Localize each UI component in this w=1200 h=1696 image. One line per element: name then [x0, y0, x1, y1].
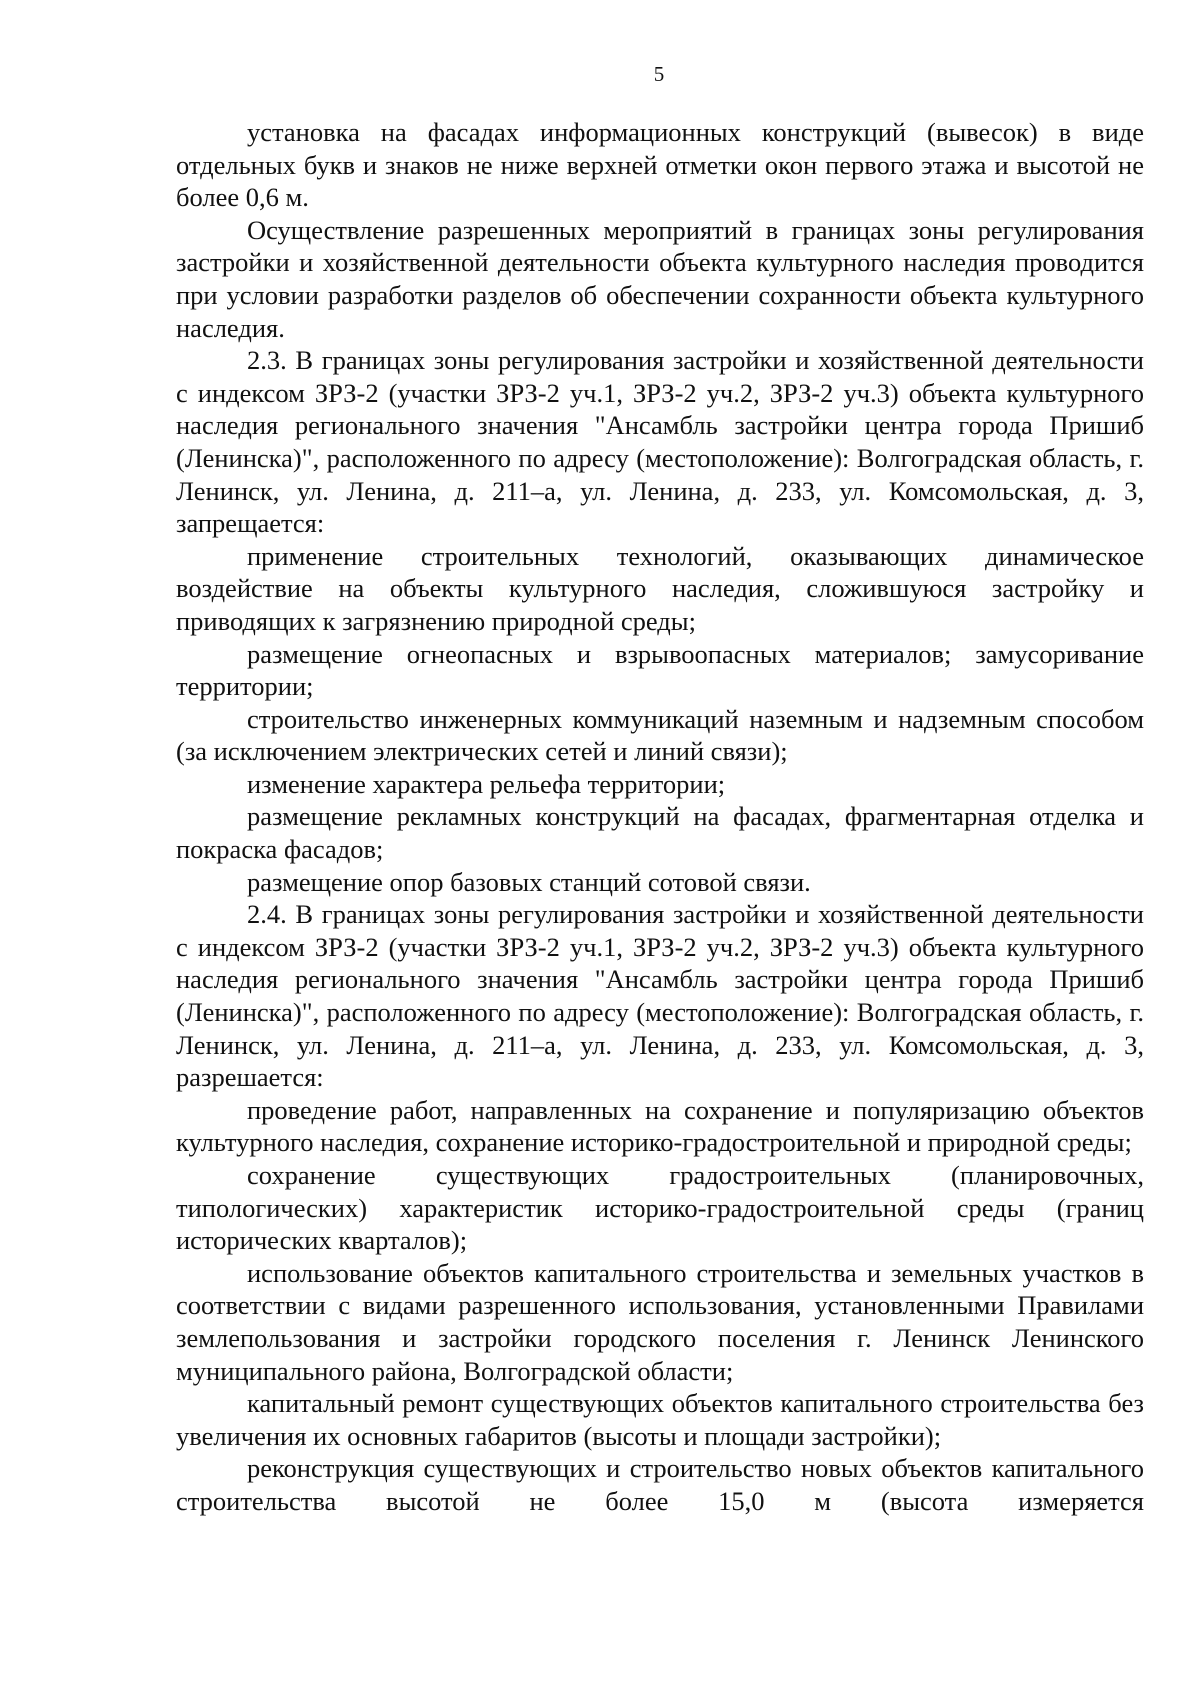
paragraph-permitted-characteristics: сохранение существующих градостроительных (планировочных, типологических) характеристик историко-градостроительной среды (границ исторических кварталов);: [176, 1160, 1144, 1256]
paragraph-prohibited-materials: размещение огнеопасных и взрывоопасных материалов; замусоривание территории;: [176, 638, 1144, 702]
paragraph-prohibited-relief: изменение характера рельефа территории;: [247, 768, 726, 799]
paragraph-permitted-land-use: использование объектов капитального строительства и земельных участков в соответствии с видами разрешенного использования, установленными Правилами землепользования и застройки городского поселения г. Ленинск Ленинского муниципального района, Волгоградской области;: [176, 1257, 1144, 1386]
paragraph-heritage-preservation: Осуществление разрешенных мероприятий в границах зоны регулирования застройки и хозяйственной деятельности объекта культурного наследия проводится при условии разработки разделов об обеспечении сохранности объекта культурного наследия.: [176, 214, 1144, 343]
paragraph-prohibited-advertising: размещение рекламных конструкций на фасадах, фрагментарная отделка и покраска фасадов;: [176, 801, 1144, 865]
paragraph-permitted-reconstruction: реконструкция существующих и строительство новых объектов капитального строительства высотой не более 15,0 м (высота измеряется: [176, 1453, 1144, 1516]
page-number: 5: [653, 62, 665, 86]
paragraph-prohibited-communications: строительство инженерных коммуникаций наземным и надземным способом (за исключением электрических сетей и линий связи);: [176, 703, 1144, 767]
paragraph-prohibited-cell-towers: размещение опор базовых станций сотовой связи.: [247, 866, 811, 897]
paragraph-2-3-prohibited: 2.3. В границах зоны регулирования застройки и хозяйственной деятельности с индексом ЗРЗ-2 (участки ЗРЗ-2 уч.1, ЗРЗ-2 уч.2, ЗРЗ-2 уч.3) объекта культурного наследия регионального значения "Ансамбль застройки центра города Пришиб (Ленинска)", расположенного по адресу (местоположение): Волгоградская область, г. Ленинск, ул. Ленина, д. 211–а, ул. Ленина, д. 233, ул. Комсомольская, д. 3, запрещается:: [176, 345, 1144, 539]
paragraph-permitted-preservation-works: проведение работ, направленных на сохранение и популяризацию объектов культурного наследия, сохранение историко-градостроительной и природной среды;: [176, 1094, 1144, 1158]
document-body: [176, 116, 1144, 1518]
paragraph-2-4-permitted: 2.4. В границах зоны регулирования застройки и хозяйственной деятельности с индексом ЗРЗ-2 (участки ЗРЗ-2 уч.1, ЗРЗ-2 уч.2, ЗРЗ-2 уч.3) объекта культурного наследия регионального значения "Ансамбль застройки центра города Пришиб (Ленинска)", расположенного по адресу (местоположение): Волгоградская область, г. Ленинск, ул. Ленина, д. 211–а, ул. Ленина, д. 233, ул. Комсомольская, д. 3, разрешается:: [176, 899, 1144, 1093]
paragraph-permitted-repair: капитальный ремонт существующих объектов капитального строительства без увеличения их основных габаритов (высоты и площади застройки);: [176, 1388, 1144, 1451]
paragraph-signage: установка на фасадах информационных конструкций (вывесок) в виде отдельных букв и знаков не ниже верхней отметки окон первого этажа и высотой не более 0,6 м.: [176, 117, 1144, 213]
paragraph-prohibited-technologies: применение строительных технологий, оказывающих динамическое воздействие на объекты культурного наследия, сложившуюся застройку и приводящих к загрязнению природной среды;: [176, 540, 1144, 636]
